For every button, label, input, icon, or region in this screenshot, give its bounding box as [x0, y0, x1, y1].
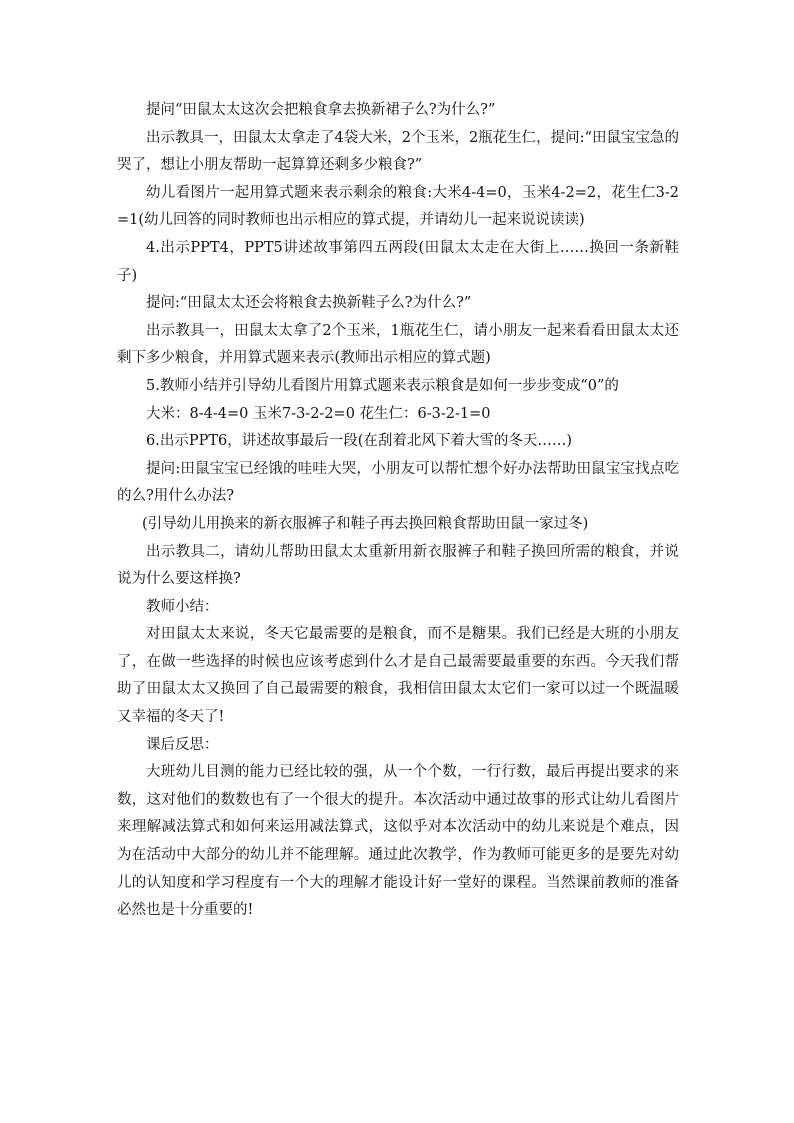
paragraph: 出示教具一，田鼠太太拿走了4袋大米，2个玉米，2瓶花生仁，提问:“田鼠宝宝急的哭了，想让小朋友帮助一起算算还剩多少粮食?”: [117, 129, 679, 174]
paragraph: 大米：8-4-4=0 玉米7-3-2-2=0 花生仁：6-3-2-1=0: [146, 405, 491, 422]
paragraph: (引导幼儿用换来的新衣服裤子和鞋子再去换回粮食帮助田鼠一家过冬): [142, 515, 589, 532]
paragraph: 提问:田鼠宝宝已经饿的哇哇大哭，小朋友可以帮忙想个好办法帮助田鼠宝宝找点吃的么?用什么办法?: [117, 460, 679, 505]
paragraph: 5.教师小结并引导幼儿看图片用算式题来表示粮食是如何一步步变成“0”的: [146, 377, 619, 394]
paragraph: 出示教具二，请幼儿帮助田鼠太太重新用新衣服裤子和鞋子换回所需的粮食，并说说为什么要这样换?: [117, 543, 679, 588]
section-heading: 教师小结：: [146, 598, 219, 615]
paragraph: 6.出示PPT6，讲述故事最后一段(在刮着北风下着大雪的冬天……): [146, 433, 573, 450]
paragraph: 幼儿看图片一起用算式题来表示剩余的粮食:大米4-4=0，玉米4-2=2，花生仁3-2=1(幼儿回答的同时教师也出示相应的算式提，并请幼儿一起来说说读读): [117, 184, 679, 229]
paragraph: 4.出示PPT4，PPT5讲述故事第四五两段(田鼠太太走在大街上……换回一条新鞋子): [117, 239, 679, 284]
section-heading: 课后反思：: [146, 736, 219, 753]
paragraph: 出示教具一，田鼠太太拿了2个玉米，1瓶花生仁，请小朋友一起来看看田鼠太太还剩下多少粮食，并用算式题来表示(教师出示相应的算式题): [117, 322, 679, 367]
paragraph: 对田鼠太太来说，冬天它最需要的是粮食，而不是糖果。我们已经是大班的小朋友了，在做一些选择的时候也应该考虑到什么才是自己最需要最重要的东西。今天我们帮助了田鼠太太又换回了自己最需要的粮食，我相信田鼠太太它们一家可以过一个既温暖又幸福的冬天了!: [117, 626, 679, 726]
paragraph: 提问:“田鼠太太还会将粮食去换新鞋子么?为什么?”: [146, 295, 472, 312]
document-body: [117, 97, 679, 925]
paragraph: 提问“田鼠太太这次会把粮食拿去换新裙子么?为什么?”: [146, 102, 496, 118]
paragraph: 大班幼儿目测的能力已经比较的强，从一个个数，一行行数，最后再提出要求的来数，这对他们的数数也有了一个很大的提升。本次活动中通过故事的形式让幼儿看图片来理解减法算式和如何来运用减法算式，这似乎对本次活动中的幼儿来说是个难点，因为在活动中大部分的幼儿并不能理解。通过此次教学，作为教师可能更多的是要先对幼儿的认知度和学习程度有一个大的理解才能设计好一堂好的课程。当然课前教师的准备必然也是十分重要的!: [117, 764, 679, 919]
